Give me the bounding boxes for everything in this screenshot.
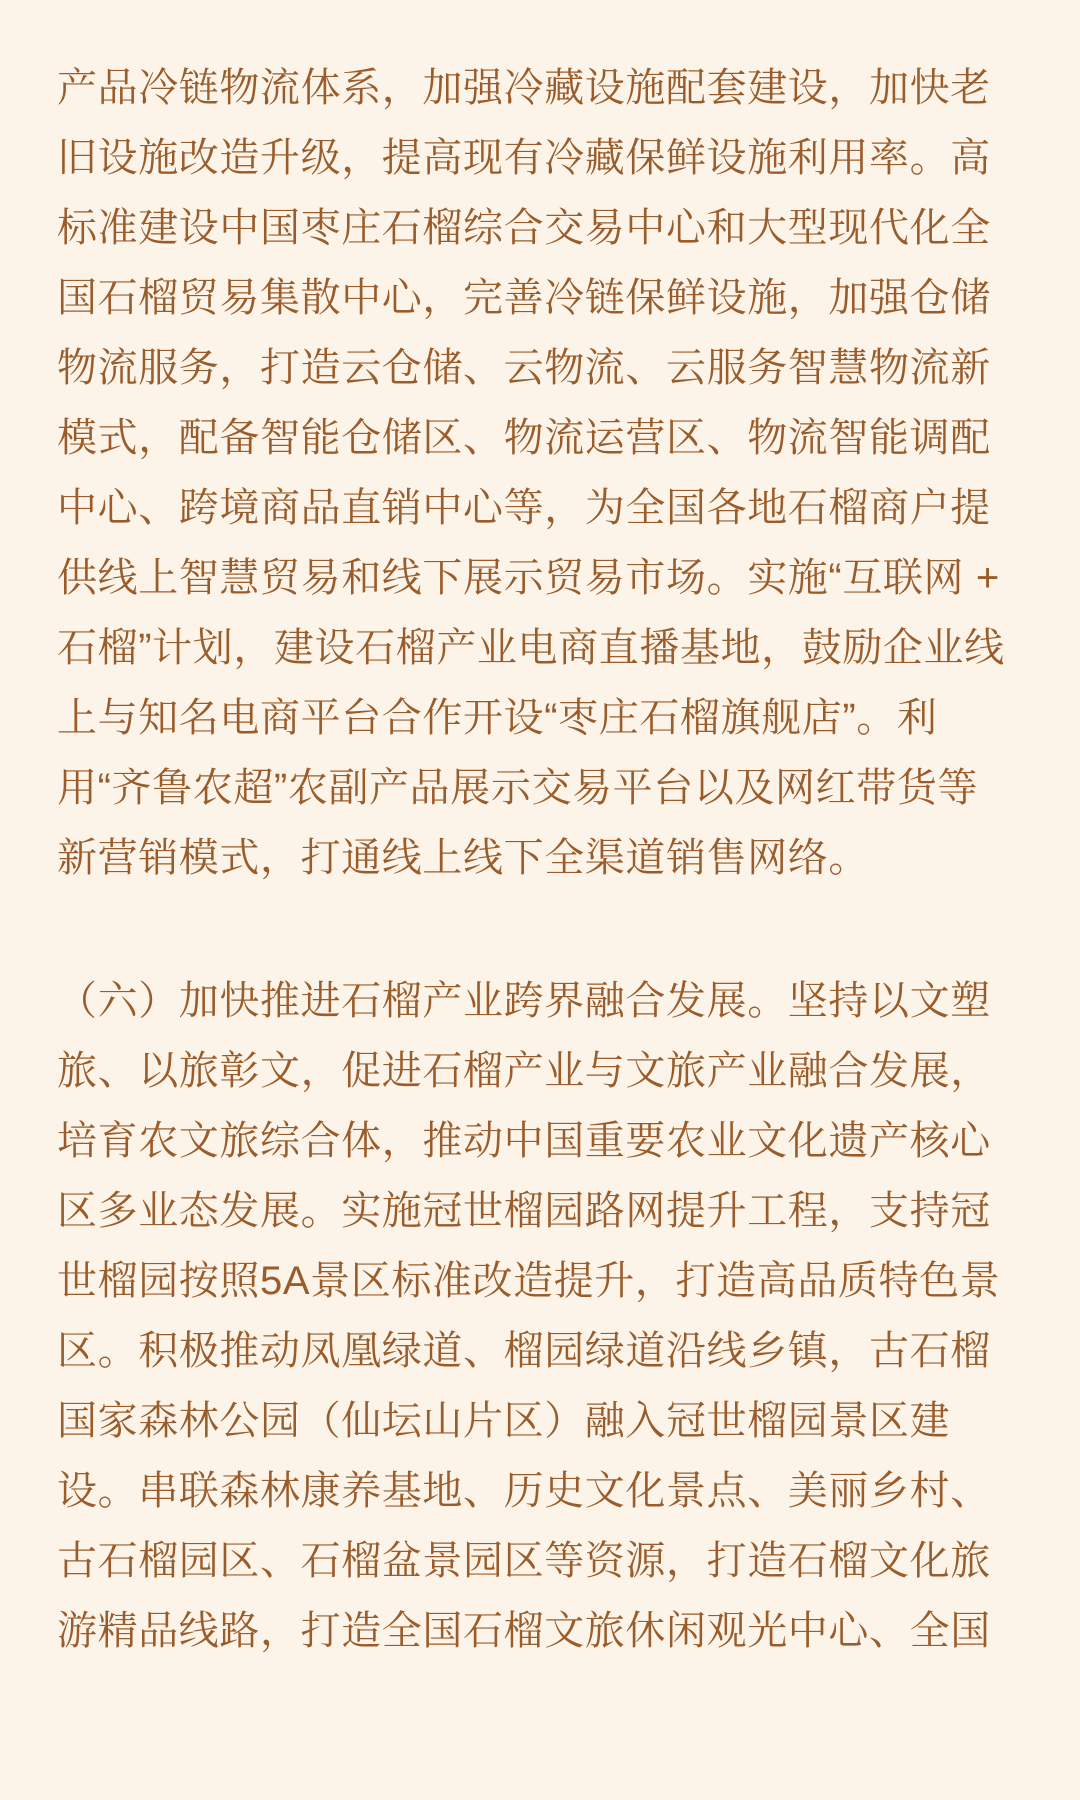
text-line: 模式，配备智能仓储区、物流运营区、物流智能调配 [57,416,991,460]
text-line: 用“齐鲁农超”农副产品展示交易平台以及网红带货等 [57,766,979,810]
text-line: （六）加快推进石榴产业跨界融合发展。坚持以文塑 [57,979,991,1023]
text-line: 国家森林公园（仙坛山片区）融入冠世榴园景区建 [57,1399,951,1443]
text-line: 标准建设中国枣庄石榴综合交易中心和大型现代化全 [57,206,991,250]
text-line: 产品冷链物流体系，加强冷藏设施配套建设，加快老 [57,66,991,110]
text-line: 旧设施改造升级，提高现有冷藏保鲜设施利用率。高 [57,136,991,180]
paragraph-1 [57,53,1040,893]
text-line: 世榴园按照5A景区标准改造提升，打造高品质特色景 [57,1259,1001,1303]
text-line: 中心、跨境商品直销中心等，为全国各地石榴商户提 [57,486,991,530]
text-line: 石榴”计划，建设石榴产业电商直播基地，鼓励企业线 [57,626,1005,670]
text-line: 区多业态发展。实施冠世榴园路网提升工程，支持冠 [57,1189,991,1233]
text-line: 区。积极推动凤凰绿道、榴园绿道沿线乡镇，古石榴 [57,1329,991,1373]
paragraph-2 [57,966,1040,1666]
text-line: 培育农文旅综合体，推动中国重要农业文化遗产核心 [57,1119,991,1163]
text-line: 游精品线路，打造全国石榴文旅休闲观光中心、全国 [57,1609,991,1653]
text-line: 物流服务，打造云仓储、云物流、云服务智慧物流新 [57,346,991,390]
text-line: 旅、以旅彰文，促进石榴产业与文旅产业融合发展， [57,1049,991,1093]
text-line: 供线上智慧贸易和线下展示贸易市场。实施“互联网 + [57,556,1000,600]
text-line: 设。串联森林康养基地、历史文化景点、美丽乡村、 [57,1469,991,1513]
text-line: 上与知名电商平台合作开设“枣庄石榴旗舰店”。利 [57,696,938,740]
text-line: 古石榴园区、石榴盆景园区等资源，打造石榴文化旅 [57,1539,991,1583]
text-line: 新营销模式，打通线上线下全渠道销售网络。 [57,836,869,880]
text-line: 国石榴贸易集散中心，完善冷链保鲜设施，加强仓储 [57,276,991,320]
document-body [57,53,1040,1666]
